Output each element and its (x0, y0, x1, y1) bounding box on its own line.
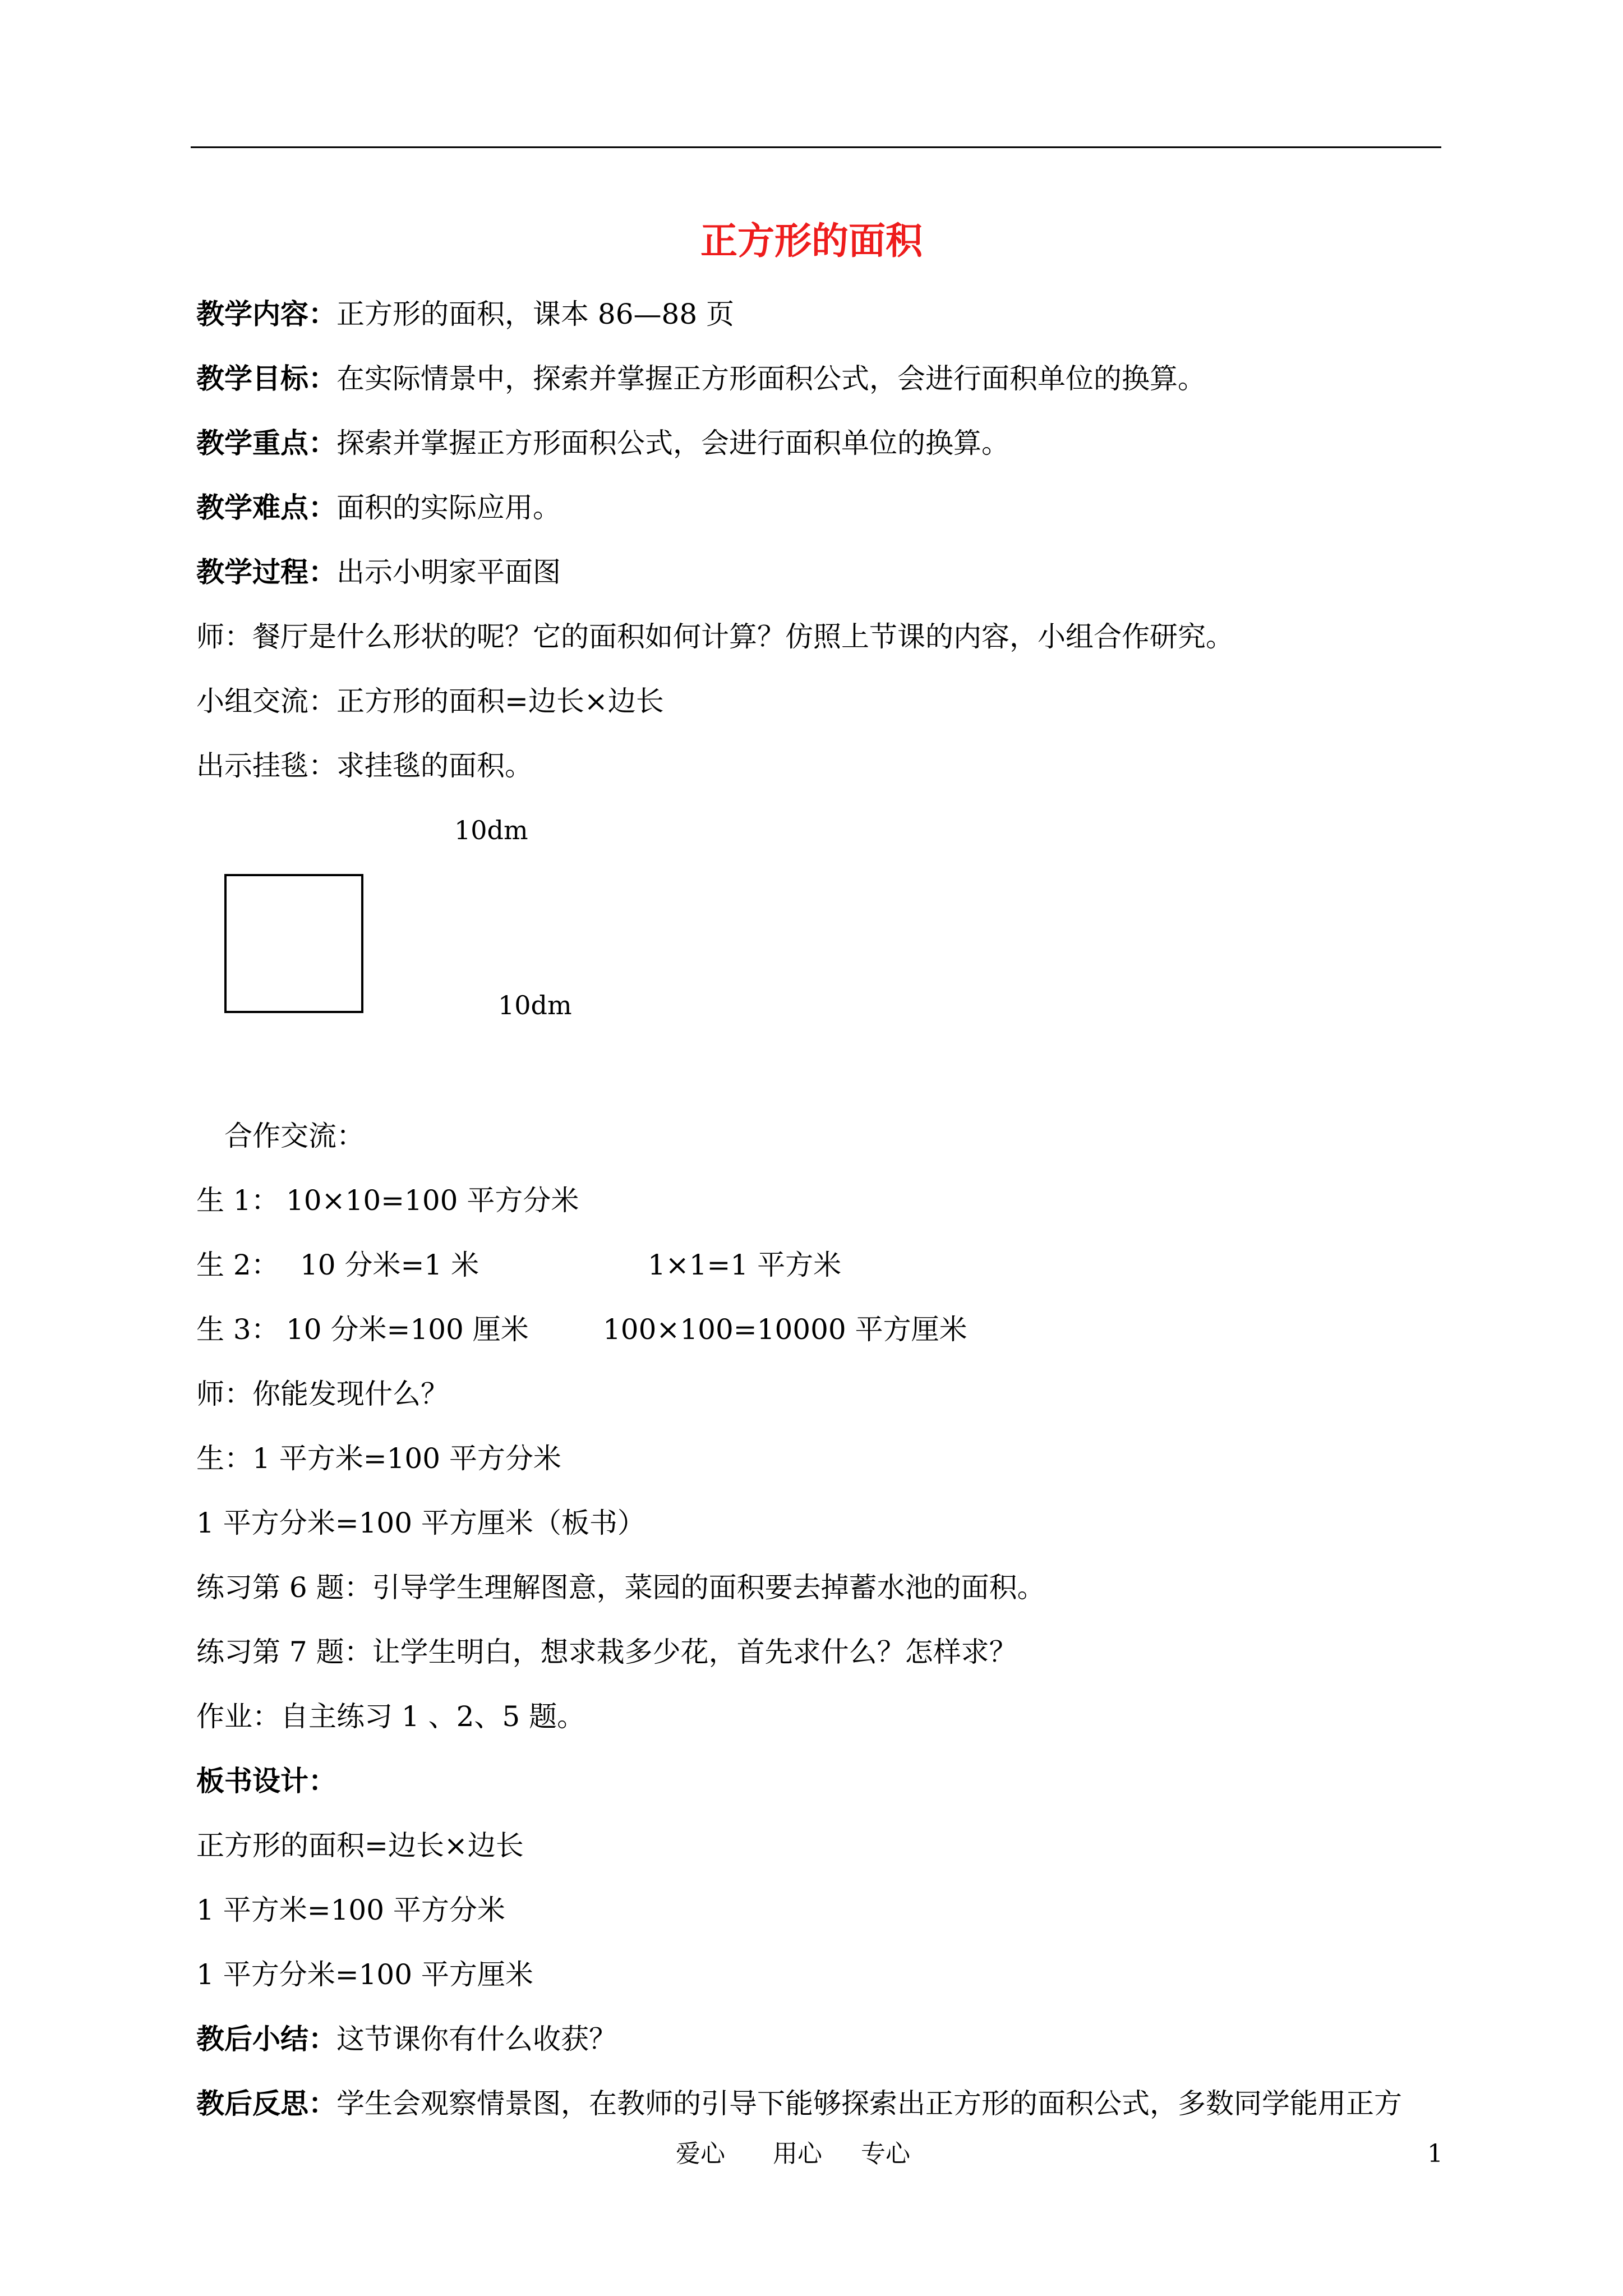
key-label: 教学重点： (196, 427, 336, 459)
figure-side-dimension: 10dm (498, 990, 572, 1020)
summary-line (196, 2019, 617, 2059)
page-number: 1 (1427, 2139, 1443, 2168)
difficulty-text: 面积的实际应用。 (336, 491, 561, 524)
key-text: 探索并掌握正方形面积公式，会进行面积单位的换算。 (336, 427, 1009, 459)
footer-aixin: 爱心 (676, 2139, 725, 2168)
reflection-label: 教后反思： (196, 2087, 336, 2120)
footer-yongxin: 用心 (773, 2139, 822, 2168)
reflection-line (196, 2084, 1402, 2123)
student-answer: 生：1 平方米=100 平方分米 (196, 1442, 561, 1475)
key-line (196, 424, 1009, 463)
summary-text: 这节课你有什么收获？ (336, 2023, 617, 2055)
board-design-heading: 板书设计： (196, 1765, 336, 1797)
board-design-3: 1 平方分米=100 平方厘米 (196, 1958, 533, 1991)
student-2-calc: 1×1=1 平方米 (648, 1249, 842, 1281)
student-3-calc: 100×100=10000 平方厘米 (603, 1313, 967, 1346)
rug-square-figure (224, 874, 363, 1013)
content-line (196, 295, 734, 334)
student-3-conv: 10 分米=100 厘米 (286, 1313, 529, 1346)
header-rule (191, 146, 1441, 148)
student-2-label: 生 2： (196, 1249, 279, 1281)
difficulty-label: 教学难点： (196, 491, 336, 524)
goal-text: 在实际情景中，探索并掌握正方形面积公式，会进行面积单位的换算。 (336, 362, 1206, 395)
teacher-question-1: 师：餐厅是什么形状的呢？它的面积如何计算？仿照上节课的内容，小组合作研究。 (196, 620, 1234, 653)
show-rug: 出示挂毯：求挂毯的面积。 (196, 749, 533, 782)
page-title: 正方形的面积 (700, 219, 923, 263)
board-design-2: 1 平方米=100 平方分米 (196, 1894, 505, 1926)
teacher-question-2: 师：你能发现什么？ (196, 1378, 449, 1410)
content-label: 教学内容： (196, 298, 336, 330)
process-line (196, 553, 561, 592)
group-exchange: 小组交流：正方形的面积=边长×边长 (196, 685, 664, 717)
figure-top-dimension: 10dm (454, 815, 528, 845)
board-design-1: 正方形的面积=边长×边长 (196, 1829, 524, 1862)
footer-zhuanxin: 专心 (861, 2139, 910, 2168)
board-note: 1 平方分米=100 平方厘米（板书） (196, 1507, 645, 1539)
reflection-text: 学生会观察情景图，在教师的引导下能够探索出正方形的面积公式，多数同学能用正方 (336, 2087, 1402, 2120)
goal-label: 教学目标： (196, 362, 336, 395)
content-text: 正方形的面积，课本 86—88 页 (336, 298, 735, 330)
coop-exchange: 合作交流： (224, 1120, 365, 1152)
summary-label: 教后小结： (196, 2023, 336, 2055)
student-3-label: 生 3： (196, 1313, 279, 1346)
difficulty-line (196, 488, 561, 527)
homework: 作业：自主练习 1 、2、5 题。 (196, 1700, 585, 1733)
process-label: 教学过程： (196, 556, 336, 588)
exercise-7: 练习第 7 题：让学生明白，想求栽多少花，首先求什么？怎样求？ (196, 1636, 1017, 1668)
goal-line (196, 359, 1206, 398)
exercise-6: 练习第 6 题：引导学生理解图意，菜园的面积要去掉蓄水池的面积。 (196, 1571, 1045, 1604)
student-1-label: 生 1： (196, 1184, 279, 1217)
student-2-conv: 10 分米=1 米 (300, 1249, 479, 1281)
process-text: 出示小明家平面图 (336, 556, 561, 588)
student-1-calc: 10×10=100 平方分米 (286, 1184, 579, 1217)
